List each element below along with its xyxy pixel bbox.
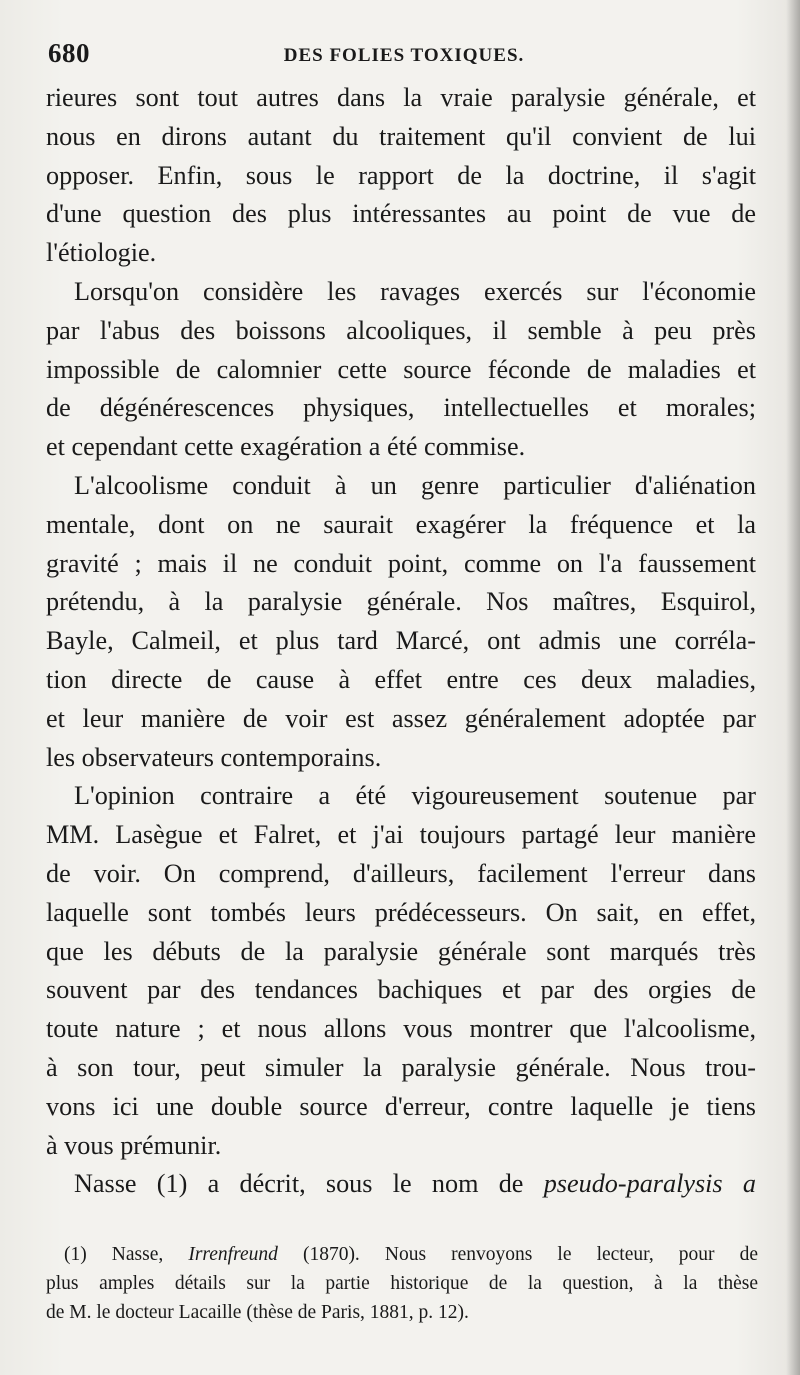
page-header — [48, 38, 760, 70]
text-line: par l'abus des boissons alcooliques, il semble à peu près — [46, 315, 756, 345]
text-line: mentale, dont on ne saurait exagérer la fréquence et la — [46, 509, 756, 539]
text-line: et cependant cette exagération a été commise. — [46, 432, 526, 462]
footnote-line — [46, 1240, 758, 1269]
text-line: Bayle, Calmeil, et plus tard Marcé, ont admis une corréla- — [46, 626, 756, 656]
text-line: opposer. Enfin, sous le rapport de la doctrine, il s'agit — [46, 160, 756, 190]
text-line: rieures sont tout autres dans la vraie paralysie générale, et — [46, 83, 756, 112]
text-line: de dégénérescences physiques, intellectuelles et morales; — [46, 393, 756, 423]
text-line: L'opinion contraire a été vigoureusement soutenue par — [74, 781, 756, 811]
text-line: à vous prémunir. — [46, 1130, 222, 1160]
footnote — [46, 1240, 758, 1327]
text-line: souvent par des tendances bachiques et par des orgies de — [46, 975, 756, 1005]
text-line: prétendu, à la paralysie générale. Nos maîtres, Esquirol, — [46, 587, 756, 617]
text-line: à son tour, peut simuler la paralysie générale. Nous trou- — [46, 1052, 756, 1082]
text-fragment: Nasse (1) a décrit, sous le nom de — [74, 1169, 544, 1199]
page-edge-shadow — [786, 0, 800, 1375]
body-text — [46, 79, 756, 1204]
text-line: L'alcoolisme conduit à un genre particulier d'aliénation — [74, 470, 756, 500]
text-line: Lorsqu'on considère les ravages exercés sur l'économie — [74, 276, 756, 306]
text-line-last — [46, 1165, 756, 1204]
running-title: DES FOLIES TOXIQUES. — [283, 45, 525, 66]
footnote-fragment: (1870). Nous renvoyons le lecteur, pour de — [277, 1244, 758, 1265]
text-line: MM. Lasègue et Falret, et j'ai toujours partagé leur manière — [46, 820, 756, 850]
footnote-line: plus amples détails sur la partie historique de la question, à la thèse — [46, 1273, 758, 1294]
page-number: 680 — [48, 38, 90, 68]
text-line: et leur manière de voir est assez généralement adoptée par — [46, 703, 756, 733]
text-line: nous en dirons autant du traitement qu'il convient de lui — [46, 121, 756, 151]
text-line: vons ici une double source d'erreur, contre laquelle je tiens — [46, 1091, 756, 1121]
text-line: de voir. On comprend, d'ailleurs, facilement l'erreur dans — [46, 858, 756, 888]
footnote-fragment: (1) Nasse, — [64, 1244, 189, 1265]
text-line: les observateurs contemporains. — [46, 742, 382, 772]
footnote-italic-title: Irrenfreund — [188, 1244, 278, 1265]
italic-term: pseudo-paralysis a — [543, 1169, 756, 1199]
text-line: tion directe de cause à effet entre ces deux maladies, — [46, 664, 756, 694]
text-line: l'étiologie. — [46, 238, 157, 268]
text-line: que les débuts de la paralysie générale sont marqués très — [46, 936, 756, 966]
text-line: impossible de calomnier cette source féconde de maladies et — [46, 354, 756, 384]
footnote-line: de M. le docteur Lacaille (thèse de Paris, 1881, p. 12). — [46, 1302, 469, 1323]
text-line: laquelle sont tombés leurs prédécesseurs. On sait, en effet, — [46, 897, 756, 927]
text-line: toute nature ; et nous allons vous montrer que l'alcoolisme, — [46, 1014, 756, 1044]
text-line: d'une question des plus intéressantes au point de vue de — [46, 199, 756, 229]
text-line: gravité ; mais il ne conduit point, comme on l'a faussement — [46, 548, 756, 578]
